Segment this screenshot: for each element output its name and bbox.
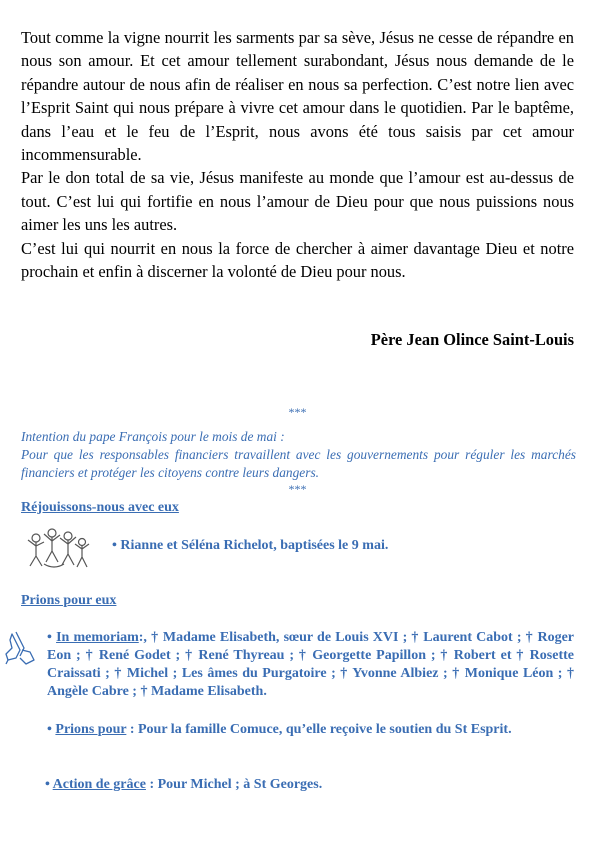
rejoice-entry-text: Rianne et Séléna Richelot, baptisées le 9 mai. <box>120 538 389 553</box>
prions-pour-text: : Pour la famille Comuce, qu’elle reçoive le soutien du St Esprit. <box>126 722 512 737</box>
in-memoriam-text: :, † Madame Elisabeth, sœur de Louis XVI ; † Laurent Cabot ; † Roger Eon ; † René Godet ; † René Thyreau ; † Georgette Papillon ; † Robert et † Rosette Craissati ; † Michel ; Les âmes du Purgatoire ; † Yvonne Albiez ; † Monique Léon ; † Angèle Cabre ; † Madame Elisabeth. <box>47 630 575 699</box>
in-memoriam-label: In memoriam <box>56 630 139 645</box>
action-de-grace <box>45 776 572 794</box>
dancing-people-icon <box>24 524 92 572</box>
separator-bottom: *** <box>288 482 307 496</box>
bullet: • <box>47 630 57 645</box>
homily-paragraph-2: Par le don total de sa vie, Jésus manifeste au monde que l’amour est au-dessus de tout. C’est lui qui fortifie en nous l’amour de Dieu pour que nous puissions nous aimer les uns les autres. <box>21 168 574 235</box>
intention-text: Pour que les responsables financiers travaillent avec les gouvernements pour réguler les marchés financiers et protéger les citoyens contre leurs dangers. <box>21 447 576 480</box>
homily-text <box>21 26 574 283</box>
signature: Père Jean Olince Saint-Louis <box>370 330 574 349</box>
rejoice-heading: Réjouissons-nous avec eux <box>21 500 179 515</box>
action-de-grace-label: Action de grâce <box>52 777 146 792</box>
praying-hands-icon <box>4 630 38 666</box>
pope-intention <box>21 428 576 482</box>
prions-pour-label: Prions pour <box>55 722 127 737</box>
prions-pour <box>47 721 574 739</box>
homily-paragraph-1: Tout comme la vigne nourrit les sarments par sa sève, Jésus ne cesse de répandre en nous son amour. Et cet amour tellement surabondant, Jésus nous demande de le répandre autour de nous afin de réaliser en nous sa perfection. C’est notre lien avec l’Esprit Saint qui nous prépare à vivre cet amour dans le quotidien. Par le baptême, dans l’eau et le feu de l’Esprit, nous avons été tous saisis par cet amour incommensurable. <box>21 28 574 165</box>
bullet: • <box>45 777 53 792</box>
in-memoriam <box>47 629 574 701</box>
homily-paragraph-3: C’est lui qui nourrit en nous la force de chercher à aimer davantage Dieu et notre prochain et enfin à discerner la volonté de Dieu pour nous. <box>21 238 574 282</box>
separator-top: *** <box>288 405 307 419</box>
pray-heading: Prions pour eux <box>21 593 117 608</box>
action-de-grace-text: : Pour Michel ; à St Georges. <box>145 777 323 792</box>
intention-title: Intention du pape François pour le mois de mai : <box>21 429 285 444</box>
bullet: • <box>112 538 117 553</box>
bullet: • <box>47 722 56 737</box>
rejoice-entry <box>112 538 388 554</box>
